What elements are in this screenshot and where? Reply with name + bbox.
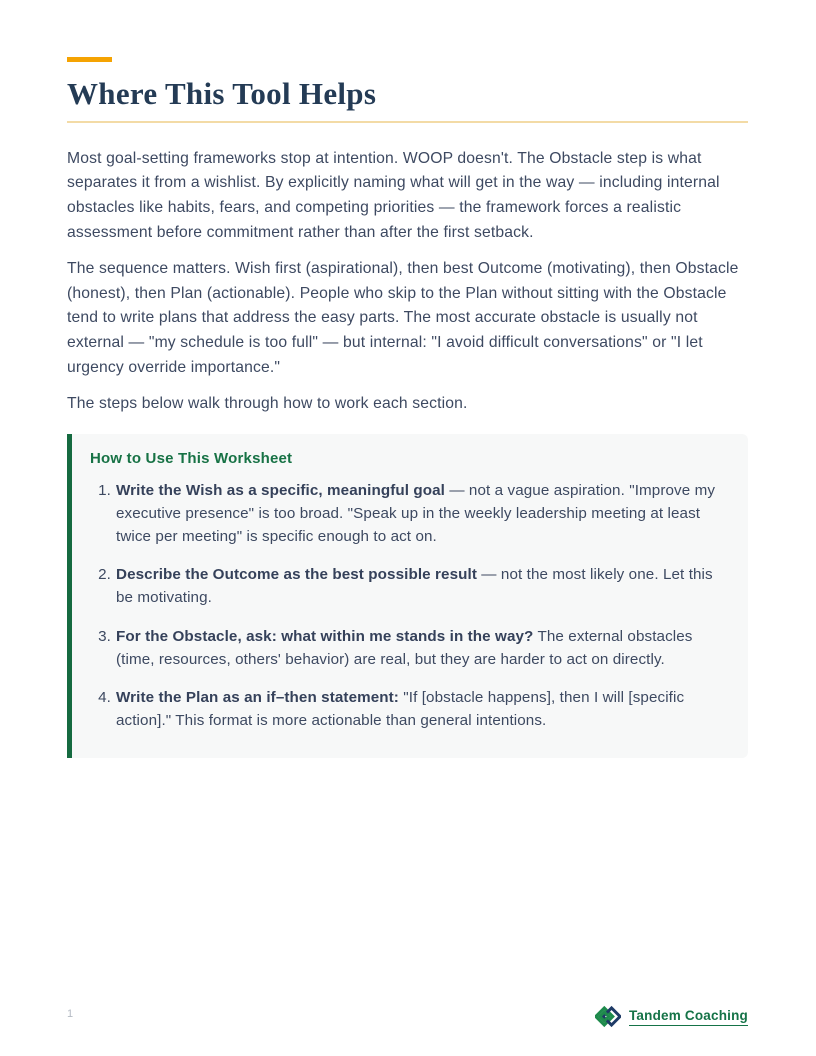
page-content [67, 0, 748, 758]
how-to-use-callout [67, 434, 748, 759]
list-item-lead: For the Obstacle, ask: what within me stands in the way? [116, 627, 534, 645]
list-item-number: 1. [98, 481, 111, 499]
list-item [90, 625, 726, 671]
list-item-number: 4. [98, 689, 111, 707]
callout-numbered-list [90, 479, 726, 733]
list-item-body: "If [obstacle happens], then I will [specific action]." This format is more actionable than general intentions. [116, 689, 685, 730]
paragraph: The sequence matters. Wish first (aspirational), then best Outcome (motivating), then Obstacle (honest), then Plan (actionable). People who skip to the Plan without sitting with the Obstacle tend to write plans that address the easy parts. The most accurate obstacle is usually not external — "my schedule is too full" — but internal: "I avoid difficult conversations" or "I let urgency override importance." [67, 259, 739, 377]
tandem-diamond-icon [595, 1004, 621, 1029]
list-item-number: 3. [98, 627, 111, 645]
list-item-body: — not a vague aspiration. "Improve my executive presence" is too broad. "Speak up in the weekly leadership meeting at least twice per meeting" is specific enough to act on. [116, 481, 716, 546]
body-copy [67, 147, 748, 417]
list-item-text [116, 686, 726, 732]
logo-text: Tandem Coaching [629, 1007, 748, 1026]
paragraph: Most goal-setting frameworks stop at intention. WOOP doesn't. The Obstacle step is what separates it from a wishlist. By explicitly naming what will get in the way — including internal obstacles like habits, fears, and competing priorities — the framework forces a realistic assessment before commitment rather than after the first setback. [67, 149, 720, 242]
list-item [90, 479, 726, 549]
page-footer [0, 1004, 816, 1030]
list-item [90, 563, 726, 609]
page-title: Where This Tool Helps [67, 76, 377, 111]
list-item-text [116, 479, 726, 549]
list-item-lead: Write the Wish as a specific, meaningful goal [116, 481, 445, 499]
list-item-body: — not the most likely one. Let this be motivating. [116, 566, 713, 607]
accent-bar [67, 57, 112, 62]
paragraph: The steps below walk through how to work each section. [67, 394, 468, 412]
callout-heading: How to Use This Worksheet [90, 449, 293, 467]
tandem-coaching-logo[interactable] [595, 1004, 748, 1029]
list-item-lead: Write the Plan as an if–then statement: [116, 689, 399, 707]
list-item [90, 686, 726, 732]
page-number: 1 [67, 1008, 74, 1020]
list-item-text [116, 563, 726, 609]
title-divider [67, 121, 748, 123]
list-item-lead: Describe the Outcome as the best possible result [116, 566, 477, 584]
list-item-number: 2. [98, 566, 111, 584]
list-item-text [116, 625, 726, 671]
list-item-body: The external obstacles (time, resources, others' behavior) are real, but they are harder to act on directly. [116, 627, 693, 668]
